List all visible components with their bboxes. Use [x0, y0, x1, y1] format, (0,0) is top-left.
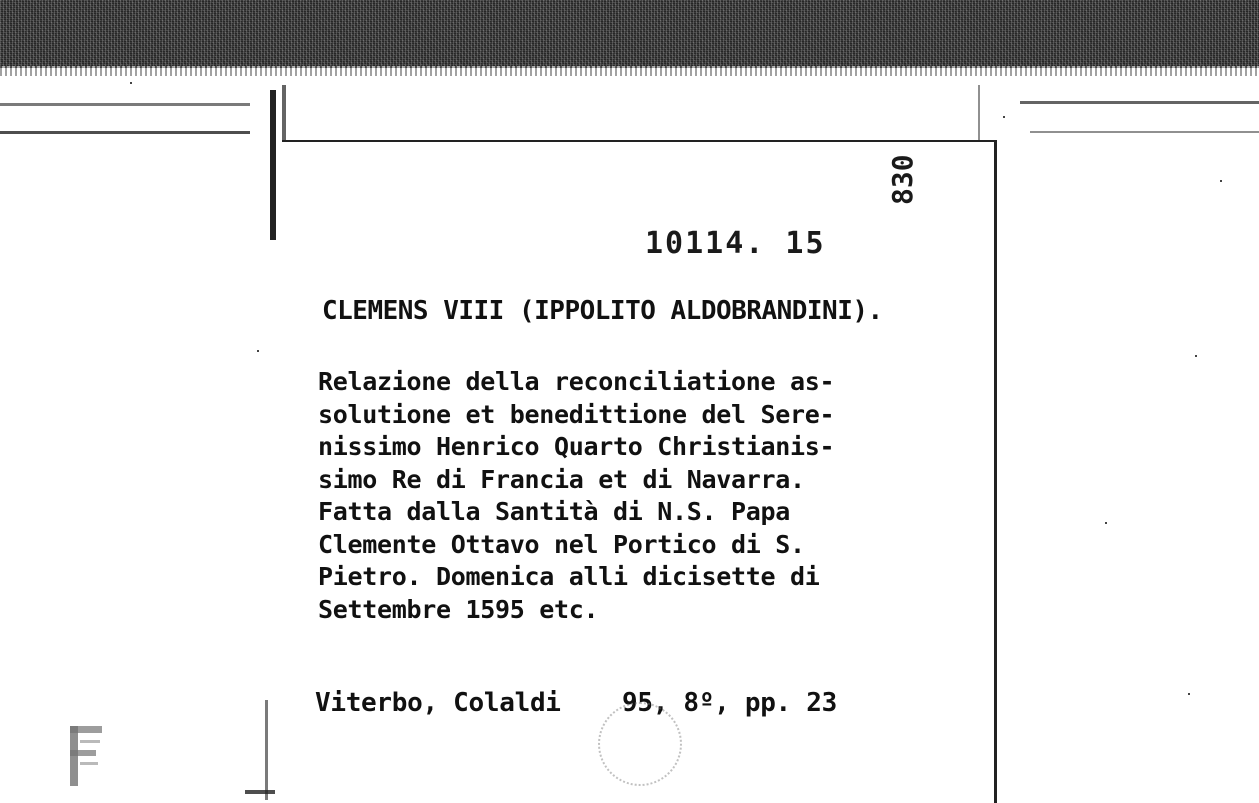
scan-artifact-line — [0, 131, 250, 134]
scan-speck — [1195, 355, 1197, 357]
corner-glyph-icon — [66, 720, 106, 790]
description-line: Pietro. Domenica alli dicisette di — [318, 562, 820, 591]
side-number: 830 — [886, 154, 919, 205]
scan-artifact-line — [0, 103, 250, 106]
scan-artifact-line — [1030, 131, 1259, 133]
description-line: Settembre 1595 etc. — [318, 594, 599, 624]
scan-speck — [130, 82, 132, 84]
description-line: simo Re di Francia et di Navarra. — [318, 464, 805, 494]
description-line: Relazione della reconciliatione as- — [318, 367, 835, 396]
scan-speck — [1003, 116, 1005, 118]
scan-artifact-line — [978, 85, 980, 145]
scan-speck — [257, 350, 259, 352]
scan-dark-border — [0, 0, 1259, 68]
description-line: nissimo Henrico Quarto Christianis- — [318, 432, 835, 461]
stamp-smudge — [598, 702, 682, 786]
imprint-date-format: 95, 8º, pp. 23 — [622, 688, 837, 718]
scan-border-edge — [0, 66, 1259, 76]
corner-mark — [66, 720, 106, 799]
scan-speck — [1220, 180, 1222, 182]
scan-artifact-line — [282, 85, 286, 145]
card-description — [318, 366, 968, 626]
description-line: Clemente Ottavo nel Portico di S. — [318, 529, 805, 559]
scan-artifact-line — [1020, 101, 1259, 104]
scan-speck — [1105, 522, 1107, 524]
description-line: solutione et benedittione del Sere- — [318, 399, 835, 429]
description-line: Fatta dalla Santità di N.S. Papa — [318, 497, 791, 526]
scan-artifact-line — [245, 790, 275, 794]
card-heading: CLEMENS VIII (IPPOLITO ALDOBRANDINI). — [322, 296, 883, 326]
scan-speck — [1188, 693, 1190, 695]
scan-artifact-line — [270, 90, 276, 240]
catalog-number: 10114. 15 — [645, 226, 826, 261]
imprint-line — [315, 688, 837, 718]
scan-artifact-line — [265, 700, 268, 800]
imprint-place-publisher: Viterbo, Colaldi — [315, 688, 577, 718]
